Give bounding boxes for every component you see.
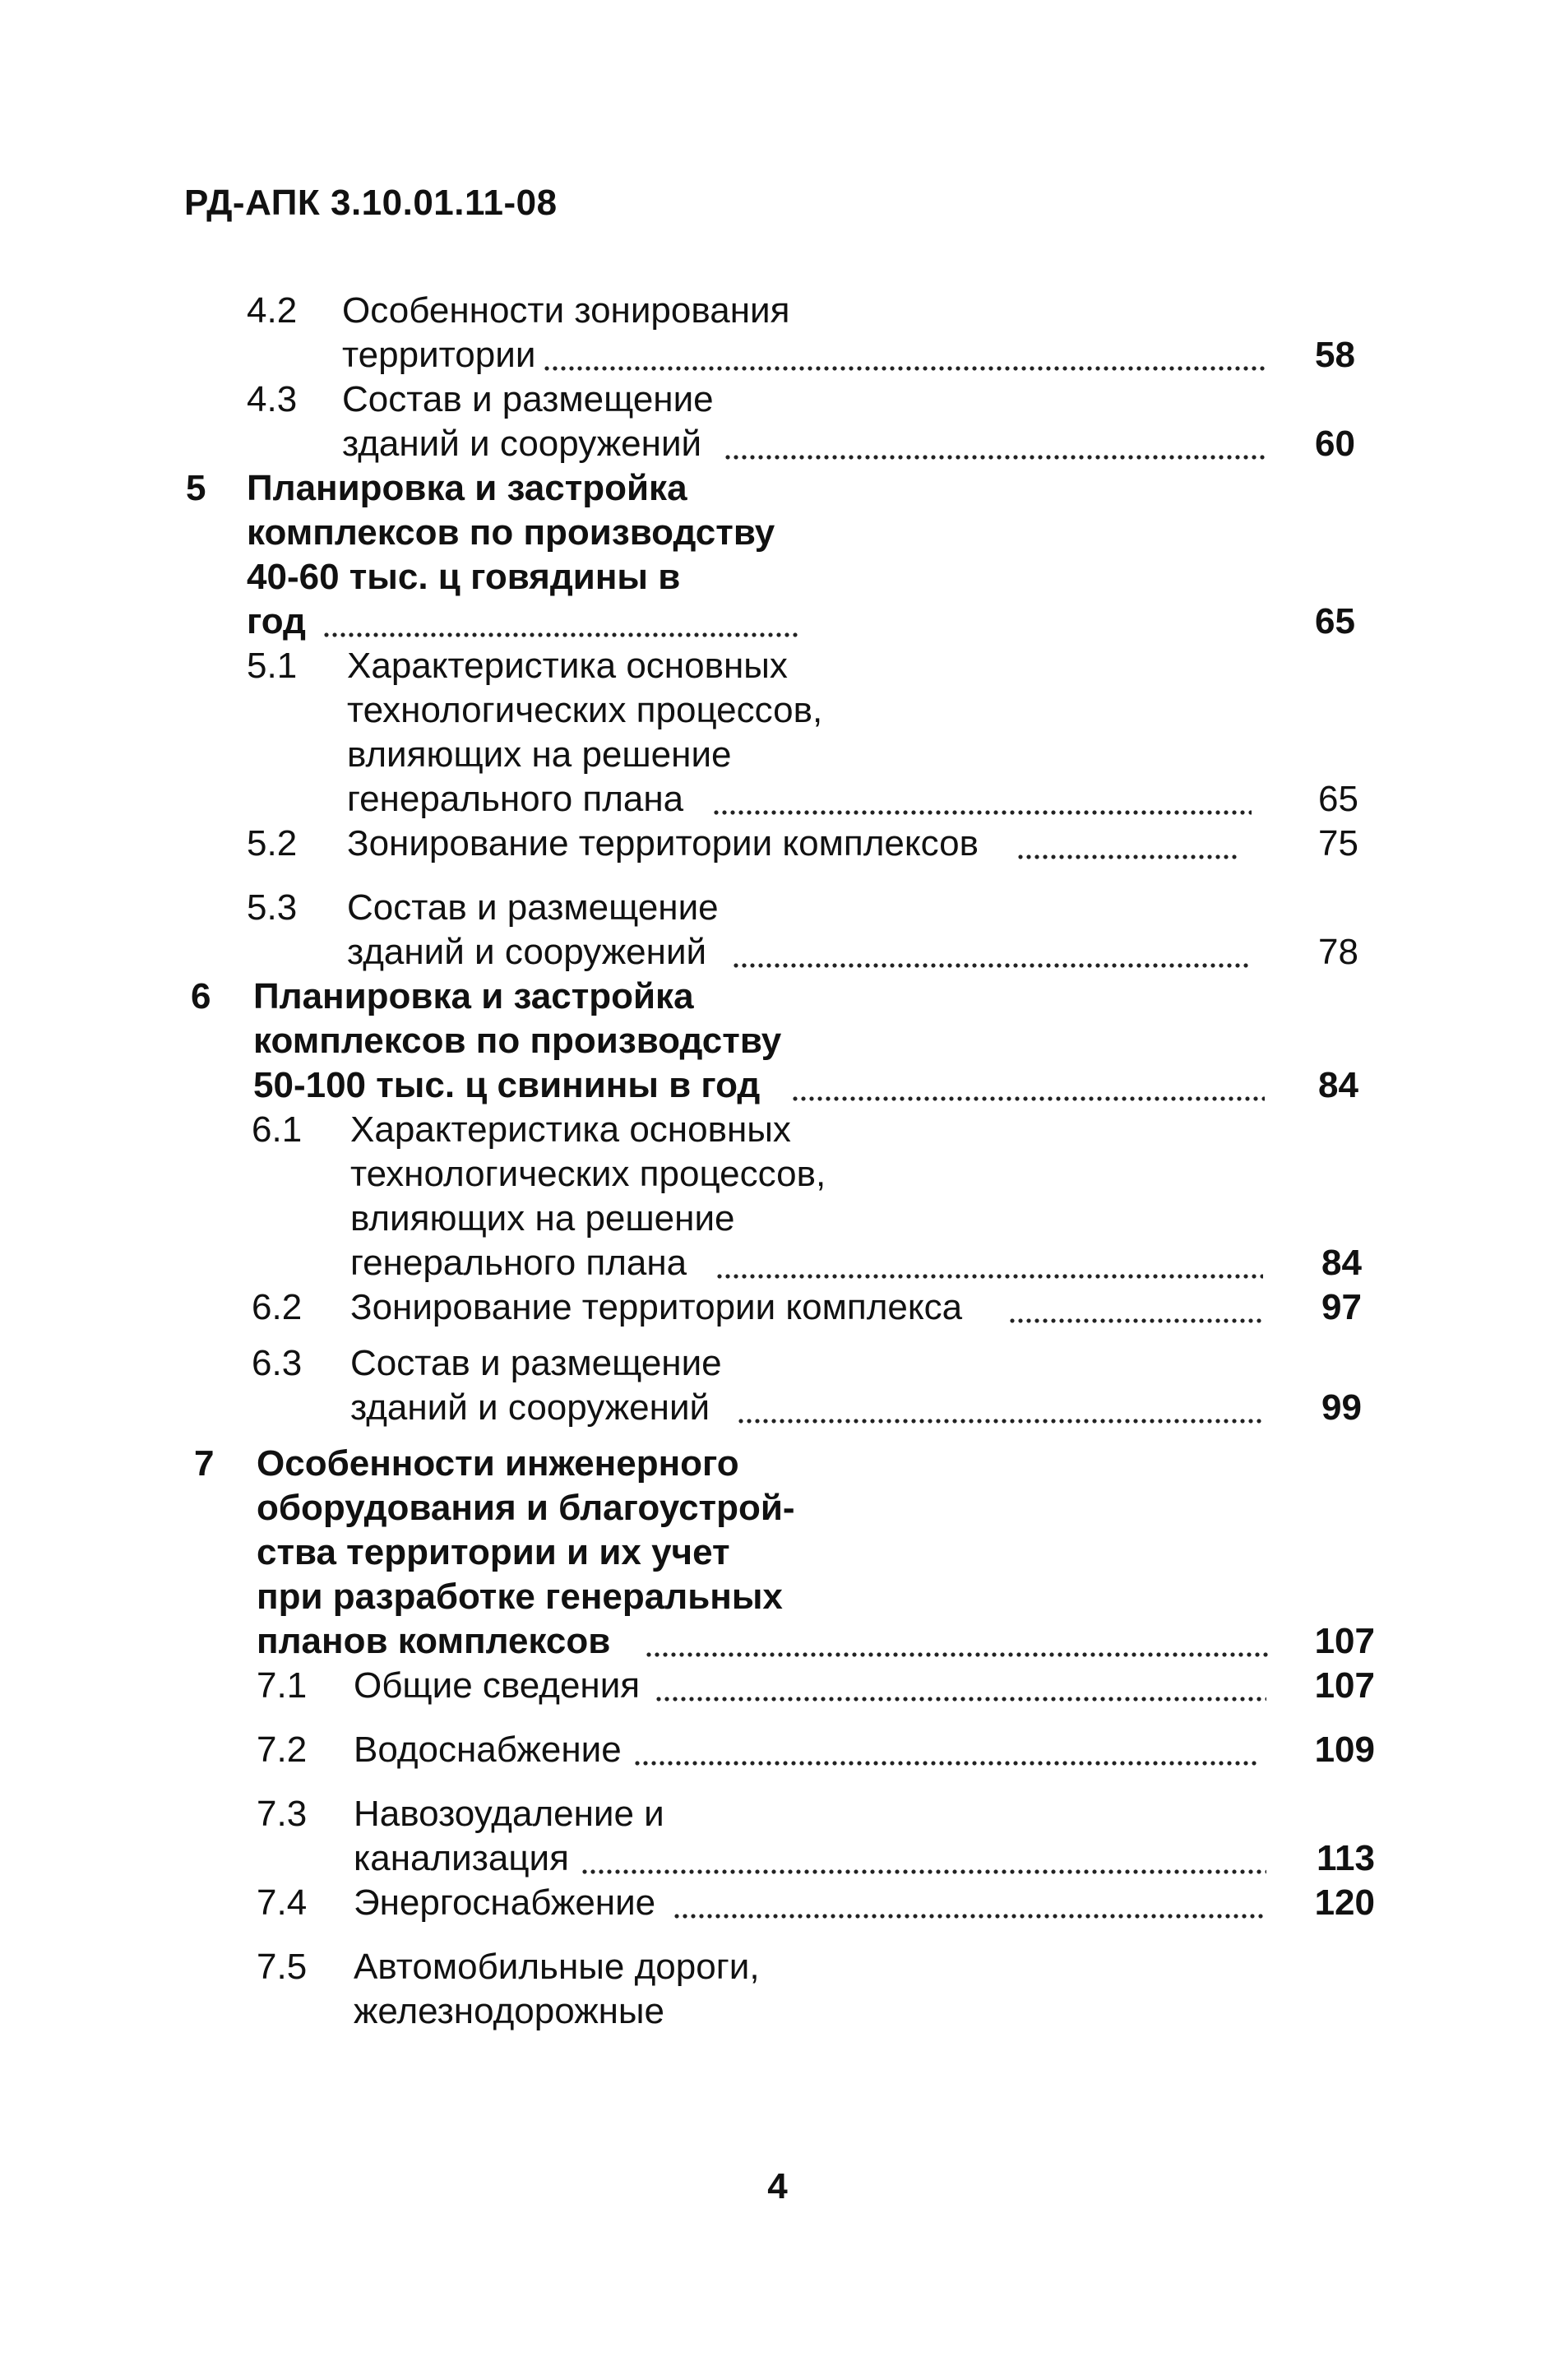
toc-item-number: 5.3 bbox=[247, 887, 298, 928]
toc-line bbox=[0, 1618, 1555, 1665]
toc-line bbox=[0, 1574, 1555, 1620]
toc-page-number[interactable]: 107 bbox=[1314, 1665, 1375, 1706]
toc-page-number[interactable]: 60 bbox=[1315, 424, 1355, 464]
toc-item-number: 7.3 bbox=[257, 1794, 308, 1834]
dot-leader bbox=[737, 1385, 1263, 1431]
toc-item-title: генерального плана bbox=[350, 1243, 687, 1283]
dot-leader bbox=[673, 1880, 1266, 1926]
toc-line bbox=[0, 377, 1555, 423]
toc-line bbox=[0, 554, 1555, 600]
toc-page-number[interactable]: 109 bbox=[1314, 1729, 1375, 1770]
toc-section-title: год bbox=[247, 601, 306, 641]
toc-section-number: 6 bbox=[191, 976, 211, 1016]
page-number: 4 bbox=[767, 2166, 788, 2206]
document-code-header: РД-АПК 3.10.01.11-08 bbox=[184, 183, 558, 223]
dot-leader bbox=[1016, 821, 1237, 867]
toc-line bbox=[0, 1240, 1555, 1286]
toc-item-number: 4.3 bbox=[247, 379, 298, 419]
toc-page-number[interactable]: 120 bbox=[1314, 1882, 1375, 1923]
toc-item-title: зданий и сооружений bbox=[347, 932, 707, 972]
toc-line bbox=[0, 776, 1555, 822]
toc-section-title: при разработке генеральных bbox=[257, 1577, 783, 1617]
toc-page-number[interactable]: 84 bbox=[1321, 1243, 1362, 1283]
toc-line bbox=[0, 1944, 1555, 1990]
toc-item-title: влияющих на решение bbox=[350, 1198, 735, 1239]
toc-item-title: Зонирование территории комплекса bbox=[350, 1287, 963, 1327]
toc-line bbox=[0, 1663, 1555, 1709]
toc-item-title: Общие сведения bbox=[354, 1665, 641, 1706]
toc-item-number: 7.5 bbox=[257, 1947, 308, 1987]
toc-line bbox=[0, 421, 1555, 467]
toc-line bbox=[0, 732, 1555, 778]
toc-section-title: комплексов по производству bbox=[253, 1021, 782, 1061]
toc-line bbox=[0, 1018, 1555, 1064]
toc-line bbox=[0, 1196, 1555, 1242]
toc-item-number: 4.2 bbox=[247, 290, 298, 331]
toc-line bbox=[0, 288, 1555, 334]
toc-item-title: технологических процессов, bbox=[350, 1154, 826, 1194]
dot-leader bbox=[322, 599, 799, 645]
toc-section-title: 50-100 тыс. ц свинины в год bbox=[253, 1065, 761, 1105]
toc-line bbox=[0, 1727, 1555, 1773]
dot-leader bbox=[633, 1727, 1260, 1773]
toc-item-number: 6.2 bbox=[252, 1287, 303, 1327]
toc-item-title: Энергоснабжение bbox=[354, 1882, 656, 1923]
toc-line bbox=[0, 1989, 1555, 2035]
toc-item-title: Автомобильные дороги, bbox=[354, 1947, 760, 1987]
toc-page-number[interactable]: 58 bbox=[1315, 335, 1355, 375]
toc-line bbox=[0, 1107, 1555, 1153]
toc-line bbox=[0, 332, 1555, 378]
toc-line bbox=[0, 688, 1555, 734]
toc-line bbox=[0, 1340, 1555, 1387]
toc-line bbox=[0, 1063, 1555, 1109]
toc-line bbox=[0, 821, 1555, 867]
toc-item-title: территории bbox=[342, 335, 536, 375]
dot-leader bbox=[581, 1836, 1266, 1882]
toc-line bbox=[0, 1485, 1555, 1531]
toc-section-title: 40-60 тыс. ц говядины в bbox=[247, 557, 681, 597]
toc-line bbox=[0, 1880, 1555, 1926]
toc-item-title: Характеристика основных bbox=[347, 646, 788, 686]
toc-item-title: Особенности зонирования bbox=[342, 290, 790, 331]
dot-leader bbox=[543, 332, 1266, 378]
toc-item-title: влияющих на решение bbox=[347, 734, 732, 775]
toc-page-number[interactable]: 75 bbox=[1318, 823, 1358, 864]
toc-page-number[interactable]: 113 bbox=[1317, 1838, 1375, 1878]
dot-leader bbox=[645, 1618, 1270, 1665]
toc-item-title: технологических процессов, bbox=[347, 690, 823, 730]
toc-section-title: планов комплексов bbox=[257, 1621, 611, 1661]
toc-page-number[interactable]: 65 bbox=[1318, 779, 1358, 819]
toc-section-title: комплексов по производству bbox=[247, 512, 775, 553]
dot-leader bbox=[791, 1063, 1265, 1109]
toc-item-title: железнодорожные bbox=[354, 1991, 665, 2031]
toc-section-title: Планировка и застройка bbox=[247, 468, 687, 508]
toc-item-title: канализация bbox=[354, 1838, 569, 1878]
toc-item-title: Состав и размещение bbox=[347, 887, 719, 928]
toc-line bbox=[0, 1151, 1555, 1197]
toc-page-number[interactable]: 78 bbox=[1318, 932, 1358, 972]
toc-item-number: 7.1 bbox=[257, 1665, 308, 1706]
toc-line bbox=[0, 1441, 1555, 1487]
toc-item-title: зданий и сооружений bbox=[350, 1387, 710, 1428]
toc-section-title: Особенности инженерного bbox=[257, 1443, 739, 1484]
toc-line bbox=[0, 510, 1555, 556]
toc-page-number[interactable]: 65 bbox=[1315, 601, 1355, 641]
dot-leader bbox=[1008, 1285, 1263, 1331]
toc-page-number[interactable]: 99 bbox=[1321, 1387, 1362, 1428]
toc-page-number[interactable]: 84 bbox=[1318, 1065, 1358, 1105]
dot-leader bbox=[724, 421, 1266, 467]
toc-section-number: 7 bbox=[194, 1443, 215, 1484]
toc-item-title: Водоснабжение bbox=[354, 1729, 622, 1770]
toc-page-number[interactable]: 97 bbox=[1321, 1287, 1362, 1327]
toc-item-number: 5.2 bbox=[247, 823, 298, 864]
dot-leader bbox=[712, 776, 1252, 822]
toc-line bbox=[0, 929, 1555, 975]
toc-item-title: Характеристика основных bbox=[350, 1109, 791, 1150]
toc-line bbox=[0, 1791, 1555, 1837]
dot-leader bbox=[655, 1663, 1266, 1709]
toc-item-title: Состав и размещение bbox=[342, 379, 714, 419]
toc-item-title: генерального плана bbox=[347, 779, 684, 819]
toc-line bbox=[0, 885, 1555, 931]
toc-line bbox=[0, 1530, 1555, 1576]
toc-section-title: ства территории и их учет bbox=[257, 1532, 730, 1572]
toc-line bbox=[0, 1836, 1555, 1882]
toc-section-number: 5 bbox=[186, 468, 206, 508]
toc-line bbox=[0, 1385, 1555, 1431]
toc-section-title: оборудования и благоустрой- bbox=[257, 1488, 795, 1528]
toc-line bbox=[0, 465, 1555, 512]
toc-section-title: Планировка и застройка bbox=[253, 976, 694, 1016]
toc-line bbox=[0, 974, 1555, 1020]
dot-leader bbox=[715, 1240, 1263, 1286]
toc-line bbox=[0, 599, 1555, 645]
toc-item-number: 5.1 bbox=[247, 646, 298, 686]
toc-item-title: Зонирование территории комплексов bbox=[347, 823, 979, 864]
toc-item-number: 7.4 bbox=[257, 1882, 308, 1923]
toc-item-title: Навозоудаление и bbox=[354, 1794, 664, 1834]
toc-item-number: 6.3 bbox=[252, 1343, 303, 1383]
dot-leader bbox=[732, 929, 1250, 975]
toc-item-number: 6.1 bbox=[252, 1109, 303, 1150]
toc-item-title: зданий и сооружений bbox=[342, 424, 702, 464]
toc-line bbox=[0, 1285, 1555, 1331]
toc-item-title: Состав и размещение bbox=[350, 1343, 722, 1383]
toc-item-number: 7.2 bbox=[257, 1729, 308, 1770]
toc-line bbox=[0, 643, 1555, 689]
toc-page-number[interactable]: 107 bbox=[1314, 1621, 1375, 1661]
